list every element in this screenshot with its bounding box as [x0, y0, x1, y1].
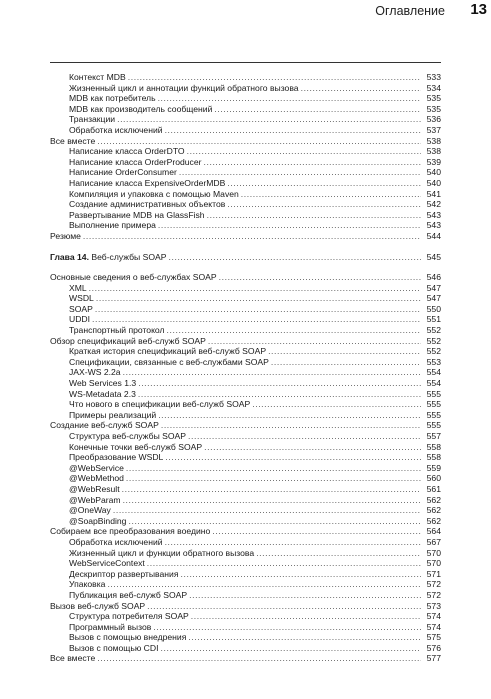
entry-title: Контекст MDB [69, 72, 126, 82]
entry-title: MDB как потребитель [69, 93, 156, 104]
entry-page: 534 [426, 82, 441, 93]
toc-subsection-entry[interactable] [50, 558, 441, 569]
entry-title: Жизненный цикл и аннотации функций обратного вызова [69, 82, 299, 93]
dot-leader [227, 178, 421, 189]
entry-title: UDDI [69, 314, 91, 325]
toc-subsection-entry[interactable] [50, 283, 441, 294]
entry-page: 576 [426, 642, 441, 653]
toc-chapter-entry[interactable] [50, 252, 441, 263]
entry-page: 540 [426, 167, 441, 178]
running-header-title: Оглавление [375, 4, 445, 18]
dot-leader [188, 632, 421, 643]
toc-subsection-entry[interactable] [50, 304, 441, 315]
toc-subsection-entry[interactable] [50, 463, 441, 474]
dot-leader [219, 272, 421, 283]
toc-subsection-entry[interactable] [50, 431, 441, 442]
entry-page: 558 [426, 452, 441, 463]
dot-leader [96, 293, 421, 304]
dot-leader [241, 189, 421, 200]
entry-title: Транспортный протокол [69, 325, 165, 336]
dot-leader [107, 579, 421, 590]
entry-title: Вызов с помощью CDI [69, 642, 159, 653]
entry-page: 536 [426, 114, 441, 125]
entry-title: Резюме [50, 230, 81, 241]
toc-subsection-entry[interactable] [50, 189, 441, 200]
toc-subsection-entry[interactable] [50, 410, 441, 421]
dot-leader [191, 611, 421, 622]
entry-title: Спецификации, связанные с веб-службами SOAP [69, 356, 269, 367]
dot-leader [188, 431, 421, 442]
dot-leader [208, 336, 421, 347]
entry-page: 562 [426, 505, 441, 516]
entry-page: 547 [426, 293, 441, 304]
dot-leader [147, 601, 421, 612]
toc-section-bottom [50, 272, 441, 664]
entry-page: 570 [426, 547, 441, 558]
entry-title: Программный вызов [69, 621, 152, 632]
dot-leader [128, 72, 421, 83]
dot-leader [268, 346, 421, 357]
toc-subsection-entry[interactable] [50, 537, 441, 548]
entry-page: 558 [426, 441, 441, 452]
toc-subsection-entry[interactable] [50, 579, 441, 590]
toc-subsection-entry[interactable] [50, 643, 441, 654]
toc-subsection-entry[interactable] [50, 167, 441, 178]
toc-subsection-entry[interactable] [50, 72, 441, 83]
dot-leader [207, 210, 421, 221]
toc-section-entry[interactable] [50, 136, 441, 147]
toc-subsection-entry[interactable] [50, 83, 441, 94]
dot-leader [271, 357, 421, 368]
entry-page: 542 [426, 199, 441, 210]
entry-page: 537 [426, 124, 441, 135]
entry-page: 573 [426, 600, 441, 611]
dot-leader [187, 146, 421, 157]
header-rule [50, 62, 441, 63]
toc-subsection-entry[interactable] [50, 378, 441, 389]
entry-page: 562 [426, 515, 441, 526]
entry-page: 559 [426, 462, 441, 473]
entry-title: Примеры реализаций [69, 409, 157, 420]
entry-page: 574 [426, 621, 441, 632]
dot-leader [158, 220, 421, 231]
entry-page: 535 [426, 103, 441, 114]
dot-leader [256, 548, 421, 559]
dot-leader [113, 505, 421, 516]
dot-leader [128, 516, 421, 527]
toc-subsection-entry[interactable] [50, 293, 441, 304]
entry-page: 552 [426, 346, 441, 357]
entry-title: Упаковка [69, 579, 106, 590]
dot-leader [89, 283, 421, 294]
entry-title: Жизненный цикл и функции обратного вызова [69, 547, 255, 558]
entry-title: Публикация веб-служб SOAP [69, 589, 188, 600]
toc-subsection-entry[interactable] [50, 516, 441, 527]
chapter-label: Глава 14. [50, 251, 89, 262]
toc-subsection-entry[interactable] [50, 104, 441, 115]
entry-title: WebServiceContext [69, 558, 145, 569]
toc-section-entry[interactable] [50, 336, 441, 347]
dot-leader [92, 314, 421, 325]
dot-leader [227, 199, 421, 210]
chapter-page: 545 [426, 251, 441, 262]
entry-title: @WebMethod [69, 473, 124, 484]
entry-title: Вызов с помощью внедрения [69, 632, 187, 643]
dot-leader [122, 484, 421, 495]
dot-leader [168, 252, 421, 263]
dot-leader [165, 537, 421, 548]
dot-leader [158, 410, 421, 421]
dot-leader [160, 643, 421, 654]
entry-page: 538 [426, 146, 441, 157]
toc-section-entry[interactable] [50, 420, 441, 431]
dot-leader [189, 590, 421, 601]
toc-subsection-entry[interactable] [50, 210, 441, 221]
dot-leader [147, 558, 421, 569]
dot-leader [126, 473, 421, 484]
entry-title: MDB как производитель сообщений [69, 103, 213, 114]
entry-page: 562 [426, 494, 441, 505]
dot-leader [165, 125, 421, 136]
entry-title: @WebResult [69, 483, 120, 494]
entry-title: JAX-WS 2.2a [69, 367, 121, 378]
entry-page: 552 [426, 325, 441, 336]
entry-page: 539 [426, 156, 441, 167]
dot-leader [83, 231, 421, 242]
toc-subsection-entry[interactable] [50, 452, 441, 463]
dot-leader [301, 83, 421, 94]
entry-title: Обзор спецификаций веб-служб SOAP [50, 335, 206, 346]
dot-leader [179, 167, 421, 178]
entry-page: 564 [426, 526, 441, 537]
entry-page: 560 [426, 473, 441, 484]
entry-title: Вызов веб-служб SOAP [50, 600, 146, 611]
toc-subsection-entry[interactable] [50, 325, 441, 336]
toc-subsection-entry[interactable] [50, 484, 441, 495]
entry-title: Создание административных объектов [69, 199, 226, 210]
toc-subsection-entry[interactable] [50, 178, 441, 189]
entry-page: 572 [426, 579, 441, 590]
entry-title: @WebService [69, 462, 124, 473]
dot-leader [212, 526, 421, 537]
toc-subsection-entry[interactable] [50, 442, 441, 453]
toc-subsection-entry[interactable] [50, 114, 441, 125]
entry-page: 561 [426, 483, 441, 494]
table-of-contents [50, 72, 441, 664]
entry-page: 570 [426, 558, 441, 569]
entry-page: 557 [426, 431, 441, 441]
entry-page: 540 [426, 177, 441, 188]
toc-subsection-entry[interactable] [50, 357, 441, 368]
entry-title: Краткая история спецификаций веб-служб SOAP [69, 346, 267, 357]
entry-title: @SoapBinding [69, 515, 127, 526]
entry-title: Написание класса OrderProducer [69, 156, 202, 167]
dot-leader [214, 104, 421, 115]
dot-leader [126, 463, 421, 474]
toc-subsection-entry[interactable] [50, 611, 441, 622]
dot-leader [167, 325, 421, 336]
entry-title: Что нового в спецификации веб-служб SOAP [69, 399, 251, 410]
page-number: 13 [470, 1, 487, 18]
entry-page: 555 [426, 399, 441, 410]
toc-subsection-entry[interactable] [50, 548, 441, 559]
dot-leader [158, 93, 421, 104]
entry-page: 535 [426, 93, 441, 104]
entry-title: Все вместе [50, 653, 96, 664]
toc-subsection-entry[interactable] [50, 590, 441, 601]
entry-page: 575 [426, 632, 441, 643]
chapter-title: Веб-службы SOAP [91, 251, 167, 262]
entry-title: @OneWay [69, 505, 111, 516]
entry-page: 538 [426, 135, 441, 146]
toc-section-entry[interactable] [50, 526, 441, 537]
entry-title: Преобразование WSDL [69, 452, 164, 463]
toc-subsection-entry[interactable] [50, 473, 441, 484]
chapter-spacer [50, 262, 441, 272]
toc-subsection-entry[interactable] [50, 220, 441, 231]
toc-section-entry[interactable] [50, 272, 441, 283]
entry-page: 552 [426, 335, 441, 346]
entry-page: 554 [426, 367, 441, 378]
entry-page: 577 [426, 653, 441, 664]
entry-title: Транзакции [69, 114, 116, 125]
entry-title: Компиляция и упаковка с помощью Maven [69, 188, 239, 199]
toc-subsection-entry[interactable] [50, 632, 441, 643]
toc-subsection-entry[interactable] [50, 389, 441, 400]
dot-leader [97, 136, 421, 147]
entry-page: 555 [426, 420, 441, 431]
toc-subsection-entry[interactable] [50, 314, 441, 325]
toc-subsection-entry[interactable] [50, 146, 441, 157]
entry-title: WSDL [69, 293, 94, 304]
toc-subsection-entry[interactable] [50, 157, 441, 168]
entry-page: 546 [426, 272, 441, 283]
entry-title: Все вместе [50, 135, 96, 146]
dot-leader [252, 399, 421, 410]
dot-leader [97, 653, 421, 664]
entry-title: @WebParam [69, 494, 121, 505]
entry-title: Структура веб-службы SOAP [69, 431, 187, 441]
entry-title: Развертывание MDB на GlassFish [69, 209, 205, 220]
entry-title: SOAP [69, 303, 93, 314]
entry-page: 533 [426, 72, 441, 82]
entry-title: Дескриптор развертывания [69, 568, 179, 579]
dot-leader [204, 442, 421, 453]
entry-title: Написание класса ExpensiveOrderMDB [69, 177, 226, 188]
entry-title: Основные сведения о веб-службах SOAP [50, 272, 217, 283]
toc-section-entry[interactable] [50, 653, 441, 664]
toc-subsection-entry[interactable] [50, 199, 441, 210]
dot-leader [165, 452, 421, 463]
entry-title: Конечные точки веб-служб SOAP [69, 441, 203, 452]
entry-title: Обработка исключений [69, 124, 163, 135]
toc-subsection-entry[interactable] [50, 622, 441, 633]
entry-page: 571 [426, 568, 441, 579]
entry-page: 574 [426, 611, 441, 622]
dot-leader [117, 114, 421, 125]
dot-leader [180, 569, 421, 580]
entry-title: Структура потребителя SOAP [69, 611, 189, 622]
toc-subsection-entry[interactable] [50, 125, 441, 136]
entry-title: Создание веб-служб SOAP [50, 420, 159, 431]
chapter-spacer [50, 242, 441, 252]
entry-page: 551 [426, 314, 441, 325]
entry-page: 547 [426, 282, 441, 293]
entry-page: 553 [426, 356, 441, 367]
entry-title: XML [69, 282, 87, 293]
toc-subsection-entry[interactable] [50, 93, 441, 104]
entry-page: 572 [426, 589, 441, 600]
dot-leader [123, 495, 421, 506]
entry-title: Web Services 1.3 [69, 378, 137, 389]
dot-leader [161, 420, 421, 431]
entry-page: 567 [426, 536, 441, 547]
entry-title: Выполнение примера [69, 220, 156, 231]
entry-title: Написание OrderConsumer [69, 167, 177, 178]
entry-page: 555 [426, 388, 441, 399]
entry-page: 544 [426, 230, 441, 241]
toc-section-entry[interactable] [50, 601, 441, 612]
toc-section-top [50, 72, 441, 242]
toc-subsection-entry[interactable] [50, 367, 441, 378]
toc-subsection-entry[interactable] [50, 569, 441, 580]
entry-title: Написание класса OrderDTO [69, 146, 185, 157]
dot-leader [123, 367, 421, 378]
dot-leader [153, 622, 421, 633]
toc-subsection-entry[interactable] [50, 399, 441, 410]
entry-page: 543 [426, 220, 441, 231]
entry-page: 554 [426, 378, 441, 389]
toc-subsection-entry[interactable] [50, 505, 441, 516]
toc-subsection-entry[interactable] [50, 346, 441, 357]
toc-subsection-entry[interactable] [50, 495, 441, 506]
running-header [50, 40, 441, 60]
entry-page: 550 [426, 303, 441, 314]
toc-section-entry[interactable] [50, 231, 441, 242]
dot-leader [138, 378, 421, 389]
dot-leader [203, 157, 421, 168]
entry-page: 541 [426, 188, 441, 199]
entry-title: Обработка исключений [69, 536, 163, 547]
dot-leader [138, 389, 421, 400]
entry-page: 555 [426, 409, 441, 420]
dot-leader [95, 304, 421, 315]
entry-title: WS-Metadata 2.3 [69, 388, 136, 399]
entry-page: 543 [426, 209, 441, 220]
entry-title: Собираем все преобразования воедино [50, 526, 211, 537]
